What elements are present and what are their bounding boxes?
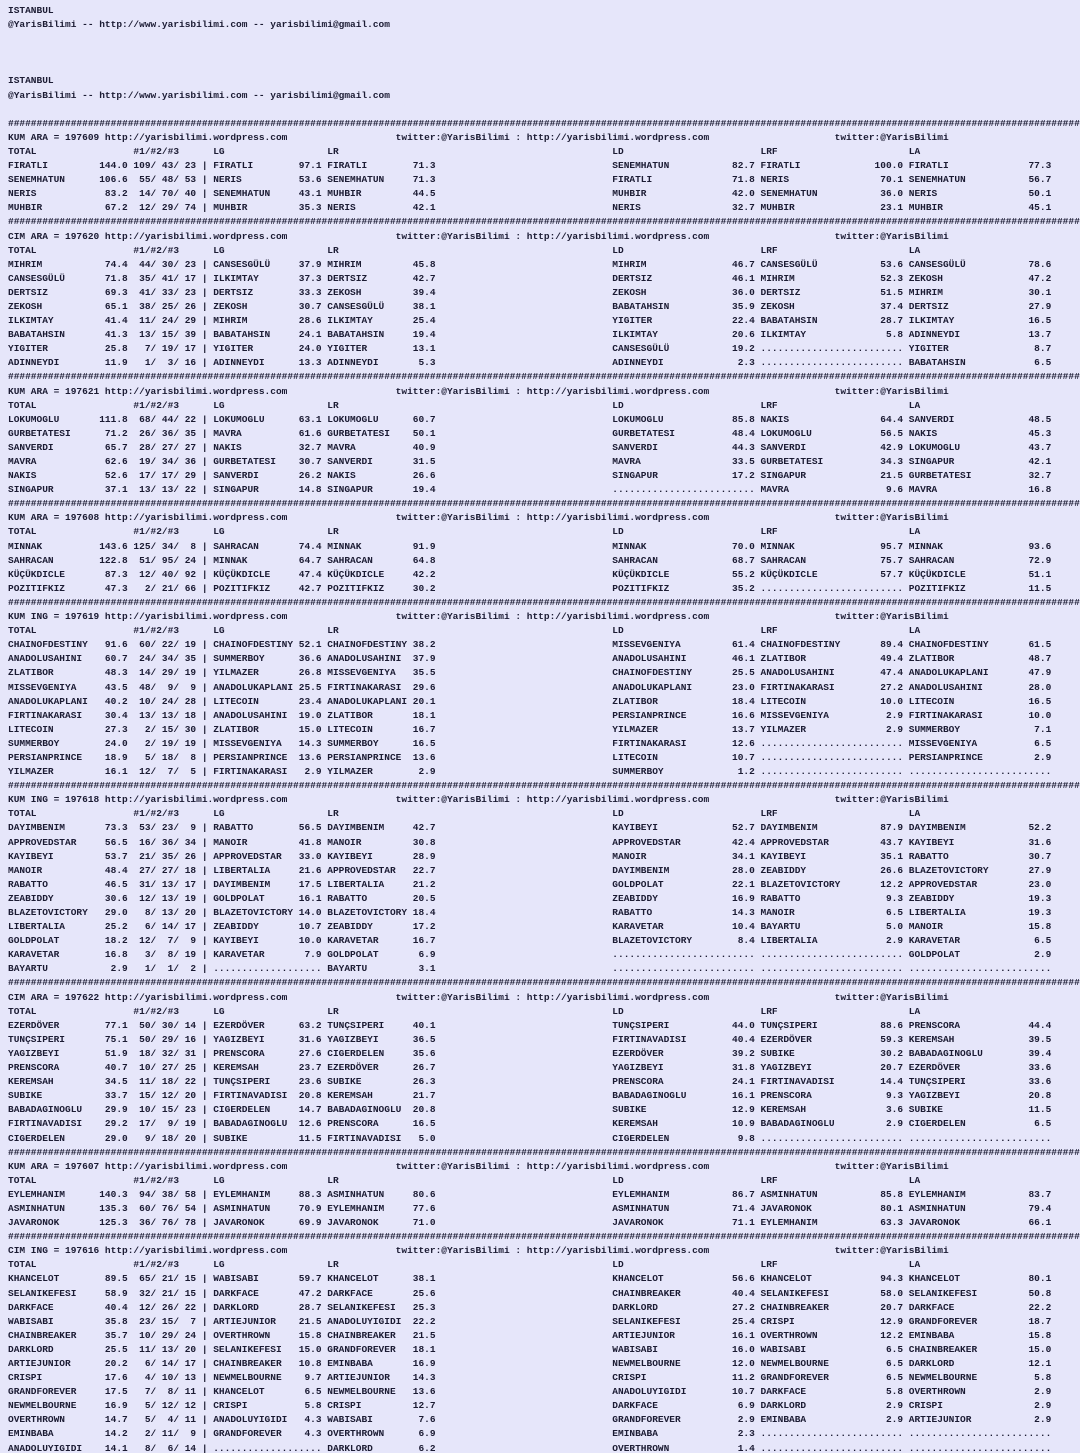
data-row: DARKLORD 25.5 11/ 13/ 20 | SELANIKEFESI 15.0 GRANDFOREVER 18.1 WABISABI 16.0 WABISABI 6.5 CHAINBREAKER 15.0 <box>8 1343 1052 1355</box>
section-header: CIM ARA = 197620 http://yarisbilimi.wordpress.com twitter:@YarisBilimi : http://yarisbilimi.wordpress.com twitter:@YarisBilimi <box>8 230 949 242</box>
data-row: ANADOLUSAHINI 60.7 24/ 34/ 35 | SUMMERBOY 36.6 ANADOLUSAHINI 37.9 ANADOLUSAHINI 46.1 ZLATIBOR 49.4 ZLATIBOR 48.7 <box>8 653 1052 665</box>
data-row: NERIS 83.2 14/ 70/ 40 | SENEMHATUN 43.1 MUHBIR 44.5 MUHBIR 42.0 SENEMHATUN 36.0 NERIS 50.1 <box>8 188 1052 200</box>
data-row: JAVARONOK 125.3 36/ 76/ 78 | JAVARONOK 69.9 JAVARONOK 71.0 JAVARONOK 71.1 EYLEMHANIM 63.3 JAVARONOK 66.1 <box>8 1217 1052 1229</box>
data-row: MAVRA 62.6 19/ 34/ 36 | GURBETATESI 30.7 SANVERDI 31.5 MAVRA 33.5 GURBETATESI 34.3 SINGAPUR 42.1 <box>8 456 1052 467</box>
data-row: ASMINHATUN 135.3 60/ 76/ 54 | ASMINHATUN 70.9 EYLEMHANIM 77.6 ASMINHATUN 71.4 JAVARONOK 80.1 ASMINHATUN 79.4 <box>8 1202 1052 1214</box>
file-header <box>8 4 1080 117</box>
data-row: SUMMERBOY 24.0 2/ 19/ 19 | MISSEVGENIYA 14.3 SUMMERBOY 16.5 FIRTINAKARASI 12.6 ......................... MISSEVGENIYA 6.5 <box>8 737 1052 749</box>
column-header-row: TOTAL #1/#2/#3 LG LR LD LRF LA <box>8 399 921 411</box>
data-row: SENEMHATUN 106.6 55/ 48/ 53 | NERIS 53.6 SENEMHATUN 71.3 FIRATLI 71.8 NERIS 70.1 SENEMHATUN 56.7 <box>8 174 1052 186</box>
data-row: EMINBABA 14.2 2/ 11/ 9 | GRANDFOREVER 4.3 OVERTHROWN 6.9 EMINBABA 2.3 ......................... ......................... <box>8 1428 1052 1440</box>
section-header: KUM ING = 197619 http://yarisbilimi.wordpress.com twitter:@YarisBilimi : http://yarisbilimi.wordpress.com twitter:@YarisBilimi <box>8 611 949 623</box>
column-header-row: TOTAL #1/#2/#3 LG LR LD LRF LA <box>8 145 921 157</box>
data-row: KARAVETAR 16.8 3/ 8/ 19 | KARAVETAR 7.9 GOLDPOLAT 6.9 ......................... ......................... GOLDPOLAT 2.9 <box>8 949 1052 961</box>
column-header-row: TOTAL #1/#2/#3 LG LR LD LRF LA <box>8 808 921 820</box>
data-row: SUBIKE 33.7 15/ 12/ 20 | FIRTINAVADISI 20.8 KEREMSAH 21.7 BABADAGINOGLU 16.1 PRENSCORA 9.3 YAGIZBEYI 20.8 <box>8 1090 1052 1102</box>
data-row: YAGIZBEYI 51.9 18/ 32/ 31 | PRENSCORA 27.6 CIGERDELEN 35.6 EZERDÖVER 39.2 SUBIKE 30.2 BABADAGINOGLU 39.4 <box>8 1047 1052 1059</box>
data-row: ANADOLUKAPLANI 40.2 10/ 24/ 28 | LITECOIN 23.4 ANADOLUKAPLANI 20.1 ZLATIBOR 18.4 LITECOIN 10.0 LITECOIN 16.5 <box>8 695 1052 707</box>
data-row: MUHBIR 67.2 12/ 29/ 74 | MUHBIR 35.3 NERIS 42.1 NERIS 32.7 MUHBIR 23.1 MUHBIR 45.1 <box>8 202 1052 214</box>
hash-separator: ############################################################################################################################################################################################ <box>8 117 1080 129</box>
blank-line <box>8 46 1080 60</box>
data-row: KAYIBEYI 53.7 21/ 35/ 26 | APPROVEDSTAR 33.0 KAYIBEYI 28.9 MANOIR 34.1 KAYIBEYI 35.1 RABATTO 30.7 <box>8 850 1052 862</box>
hash-separator: ############################################################################################################################################################################################ <box>8 371 1080 383</box>
hash-separator: ############################################################################################################################################################################################ <box>8 498 1080 510</box>
data-row: MINNAK 143.6 125/ 34/ 8 | SAHRACAN 74.4 MINNAK 91.9 MINNAK 70.0 MINNAK 95.7 MINNAK 93.6 <box>8 540 1052 552</box>
data-row: NAKIS 52.6 17/ 17/ 29 | SANVERDI 26.2 NAKIS 26.6 SINGAPUR 17.2 SINGAPUR 21.5 GURBETATESI 32.7 <box>8 470 1052 482</box>
data-row: FIRTINAKARASI 30.4 13/ 13/ 18 | ANADOLUSAHINI 19.0 ZLATIBOR 18.1 PERSIANPRINCE 16.6 MISSEVGENIYA 2.9 FIRTINAKARASI 10.0 <box>8 709 1052 721</box>
data-row: ARTIEJUNIOR 20.2 6/ 14/ 17 | CHAINBREAKER 10.8 EMINBABA 16.9 NEWMELBOURNE 12.0 NEWMELBOURNE 6.5 DARKLORD 12.1 <box>8 1358 1052 1369</box>
data-row: SAHRACAN 122.8 51/ 95/ 24 | MINNAK 64.7 SAHRACAN 64.8 SAHRACAN 68.7 SAHRACAN 75.7 SAHRACAN 72.9 <box>8 554 1052 566</box>
data-row: CIGERDELEN 29.0 9/ 18/ 20 | SUBIKE 11.5 FIRTINAVADISI 5.0 CIGERDELEN 9.8 ......................... ......................... <box>8 1132 1052 1144</box>
data-row: SELANIKEFESI 58.9 32/ 21/ 15 | DARKFACE 47.2 DARKFACE 25.6 CHAINBREAKER 40.4 SELANIKEFESI 58.0 SELANIKEFESI 50.8 <box>8 1287 1052 1299</box>
data-row: DERTSIZ 69.3 41/ 33/ 23 | DERTSIZ 33.3 ZEKOSH 39.4 ZEKOSH 36.0 DERTSIZ 51.5 MIHRIM 30.1 <box>8 286 1052 298</box>
data-row: KEREMSAH 34.5 11/ 18/ 22 | TUNÇSIPERI 23.6 SUBIKE 26.3 PRENSCORA 24.1 FIRTINAVADISI 14.4 TUNÇSIPERI 33.6 <box>8 1076 1052 1088</box>
city-line: ISTANBUL <box>8 5 54 16</box>
hash-separator: ############################################################################################################################################################################################ <box>8 780 1080 792</box>
section-header: KUM ARA = 197621 http://yarisbilimi.wordpress.com twitter:@YarisBilimi : http://yarisbilimi.wordpress.com twitter:@YarisBilimi <box>8 385 949 397</box>
data-row: FIRATLI 144.0 109/ 43/ 23 | FIRATLI 97.1 FIRATLI 71.3 SENEMHATUN 82.7 FIRATLI 100.0 FIRATLI 77.3 <box>8 160 1052 172</box>
blank-line <box>8 103 1080 117</box>
data-row: ZEABIDDY 30.6 12/ 13/ 19 | GOLDPOLAT 16.1 RABATTO 20.5 ZEABIDDY 16.9 RABATTO 9.3 ZEABIDDY 19.3 <box>8 892 1052 904</box>
data-row: TUNÇSIPERI 75.1 50/ 29/ 16 | YAGIZBEYI 31.6 YAGIZBEYI 36.5 FIRTINAVADISI 40.4 EZERDÖVER 59.3 KEREMSAH 39.5 <box>8 1033 1052 1045</box>
data-row: CANSESGÜLÜ 71.8 35/ 41/ 17 | ILKIMTAY 37.3 DERTSIZ 42.7 DERTSIZ 46.1 MIHRIM 52.3 ZEKOSH 47.2 <box>8 272 1052 284</box>
data-row: EYLEMHANIM 140.3 94/ 38/ 58 | EYLEMHANIM 88.3 ASMINHATUN 80.6 EYLEMHANIM 86.7 ASMINHATUN 85.8 EYLEMHANIM 83.7 <box>8 1188 1052 1200</box>
data-row: DAYIMBENIM 73.3 53/ 23/ 9 | RABATTO 56.5 DAYIMBENIM 42.7 KAYIBEYI 52.7 DAYIMBENIM 87.9 DAYIMBENIM 52.2 <box>8 822 1052 834</box>
column-header-row: TOTAL #1/#2/#3 LG LR LD LRF LA <box>8 1174 921 1186</box>
data-row: LIBERTALIA 25.2 6/ 14/ 17 | ZEABIDDY 10.7 ZEABIDDY 17.2 KARAVETAR 10.4 BAYARTU 5.0 MANOIR 15.8 <box>8 921 1052 933</box>
data-row: POZITIFKIZ 47.3 2/ 21/ 66 | POZITIFKIZ 42.7 POZITIFKIZ 30.2 POZITIFKIZ 35.2 ......................... POZITIFKIZ 11.5 <box>8 582 1052 594</box>
data-row: BLAZETOVICTORY 29.0 8/ 13/ 20 | BLAZETOVICTORY 14.0 BLAZETOVICTORY 18.4 RABATTO 14.3 MANOIR 6.5 LIBERTALIA 19.3 <box>8 907 1052 918</box>
section-header: KUM ARA = 197607 http://yarisbilimi.wordpress.com twitter:@YarisBilimi : http://yarisbilimi.wordpress.com twitter:@YarisBilimi <box>8 1160 949 1172</box>
data-row: APPROVEDSTAR 56.5 16/ 36/ 34 | MANOIR 41.8 MANOIR 30.8 APPROVEDSTAR 42.4 APPROVEDSTAR 43.7 KAYIBEYI 31.6 <box>8 836 1052 848</box>
data-row: LITECOIN 27.3 2/ 15/ 30 | ZLATIBOR 15.0 LITECOIN 16.7 YILMAZER 13.7 YILMAZER 2.9 SUMMERBOY 7.1 <box>8 723 1052 735</box>
data-row: RABATTO 46.5 31/ 13/ 17 | DAYIMBENIM 17.5 LIBERTALIA 21.2 GOLDPOLAT 22.1 BLAZETOVICTORY 12.2 APPROVEDSTAR 23.0 <box>8 878 1052 890</box>
data-row: PERSIANPRINCE 18.9 5/ 18/ 8 | PERSIANPRINCE 13.6 PERSIANPRINCE 13.6 LITECOIN 10.7 ......................... PERSIANPRINCE 2.9 <box>8 751 1052 763</box>
data-row: MIHRIM 74.4 44/ 30/ 23 | CANSESGÜLÜ 37.9 MIHRIM 45.8 MIHRIM 46.7 CANSESGÜLÜ 53.6 CANSESGÜLÜ 78.6 <box>8 258 1052 270</box>
data-row: KÜÇÜKDICLE 87.3 12/ 40/ 92 | KÜÇÜKDICLE 47.4 KÜÇÜKDICLE 42.2 KÜÇÜKDICLE 55.2 KÜÇÜKDICLE 57.7 KÜÇÜKDICLE 51.1 <box>8 568 1052 580</box>
data-row: PRENSCORA 40.7 10/ 27/ 25 | KEREMSAH 23.7 EZERDÖVER 26.7 YAGIZBEYI 31.8 YAGIZBEYI 20.7 EZERDÖVER 33.6 <box>8 1062 1052 1074</box>
data-row: NEWMELBOURNE 16.9 5/ 12/ 12 | CRISPI 5.8 CRISPI 12.7 DARKFACE 6.9 DARKLORD 2.9 CRISPI 2.9 <box>8 1400 1052 1412</box>
data-row: FIRTINAVADISI 29.2 17/ 9/ 19 | BABADAGINOGLU 12.6 PRENSCORA 16.5 KEREMSAH 10.9 BABADAGINOGLU 2.9 CIGERDELEN 6.5 <box>8 1118 1052 1130</box>
city-line: ISTANBUL <box>8 75 54 87</box>
data-row: BABADAGINOGLU 29.9 10/ 15/ 23 | CIGERDELEN 14.7 BABADAGINOGLU 20.8 SUBIKE 12.9 KEREMSAH 3.6 SUBIKE 11.5 <box>8 1104 1052 1116</box>
section-header: KUM ARA = 197608 http://yarisbilimi.wordpress.com twitter:@YarisBilimi : http://yarisbilimi.wordpress.com twitter:@YarisBilimi <box>8 512 949 524</box>
data-row: ILKIMTAY 41.4 11/ 24/ 29 | MIHRIM 28.6 ILKIMTAY 25.4 YIGITER 22.4 BABATAHSIN 28.7 ILKIMTAY 16.5 <box>8 315 1052 327</box>
data-row: BAYARTU 2.9 1/ 1/ 2 | ................... BAYARTU 3.1 ......................... ......................... ......................... <box>8 963 1052 975</box>
hash-separator: ############################################################################################################################################################################################ <box>8 1146 1080 1158</box>
column-header-row: TOTAL #1/#2/#3 LG LR LD LRF LA <box>8 244 921 256</box>
data-row: KHANCELOT 89.5 65/ 21/ 15 | WABISABI 59.7 KHANCELOT 38.1 KHANCELOT 56.6 KHANCELOT 94.3 KHANCELOT 80.1 <box>8 1273 1052 1285</box>
column-header-row: TOTAL #1/#2/#3 LG LR LD LRF LA <box>8 1259 921 1271</box>
data-row: ZLATIBOR 48.3 14/ 29/ 19 | YILMAZER 26.8 MISSEVGENIYA 35.5 CHAINOFDESTINY 25.5 ANADOLUSAHINI 47.4 ANADOLUKAPLANI 47.9 <box>8 667 1052 679</box>
hash-separator: ############################################################################################################################################################################################ <box>8 216 1080 228</box>
hash-separator: ############################################################################################################################################################################################ <box>8 1231 1080 1243</box>
byline: @YarisBilimi -- http://www.yarisbilimi.com -- yarisbilimi@gmail.com <box>8 89 390 101</box>
byline: @YarisBilimi -- http://www.yarisbilimi.com -- yarisbilimi@gmail.com <box>8 19 390 31</box>
column-header-row: TOTAL #1/#2/#3 LG LR LD LRF LA <box>8 625 921 637</box>
data-row: OVERTHROWN 14.7 5/ 4/ 11 | ANADOLUYIGIDI 4.3 WABISABI 7.6 GRANDFOREVER 2.9 EMINBABA 2.9 ARTIEJUNIOR 2.9 <box>8 1414 1052 1426</box>
data-row: CHAINBREAKER 35.7 10/ 29/ 24 | OVERTHROWN 15.8 CHAINBREAKER 21.5 ARTIEJUNIOR 16.1 OVERTHROWN 12.2 EMINBABA 15.8 <box>8 1329 1052 1341</box>
data-row: YIGITER 25.8 7/ 19/ 17 | YIGITER 24.0 YIGITER 13.1 CANSESGÜLÜ 19.2 ......................... YIGITER 8.7 <box>8 343 1052 355</box>
data-row: CRISPI 17.6 4/ 10/ 13 | NEWMELBOURNE 9.7 ARTIEJUNIOR 14.3 CRISPI 11.2 GRANDFOREVER 6.5 NEWMELBOURNE 5.8 <box>8 1372 1052 1384</box>
section-header: KUM ING = 197618 http://yarisbilimi.wordpress.com twitter:@YarisBilimi : http://yarisbilimi.wordpress.com twitter:@YarisBilimi <box>8 794 949 806</box>
data-row: MISSEVGENIYA 43.5 48/ 9/ 9 | ANADOLUKAPLANI 25.5 FIRTINAKARASI 29.6 ANADOLUKAPLANI 23.0 FIRTINAKARASI 27.2 ANADOLUSAHINI 28.0 <box>8 681 1052 693</box>
data-row: YILMAZER 16.1 12/ 7/ 5 | FIRTINAKARASI 2.9 YILMAZER 2.9 SUMMERBOY 1.2 ......................... ......................... <box>8 766 1052 778</box>
data-row: CHAINOFDESTINY 91.6 60/ 22/ 19 | CHAINOFDESTINY 52.1 CHAINOFDESTINY 38.2 MISSEVGENIYA 61.4 CHAINOFDESTINY 89.4 CHAINOFDESTINY 61.5 <box>8 639 1052 651</box>
data-row: GOLDPOLAT 18.2 12/ 7/ 9 | KAYIBEYI 10.0 KARAVETAR 16.7 BLAZETOVICTORY 8.4 LIBERTALIA 2.9 KARAVETAR 6.5 <box>8 935 1052 947</box>
column-header-row: TOTAL #1/#2/#3 LG LR LD LRF LA <box>8 1005 921 1017</box>
data-row: BABATAHSIN 41.3 13/ 15/ 39 | BABATAHSIN 24.1 BABATAHSIN 19.4 ILKIMTAY 20.6 ILKIMTAY 5.8 ADINNEYDI 13.7 <box>8 329 1052 341</box>
report-sections <box>8 117 1080 1453</box>
data-row: ANADOLUYIGIDI 14.1 8/ 6/ 14 | ................... DARKLORD 6.2 OVERTHROWN 1.4 ......................... ......................... <box>8 1442 1052 1453</box>
hash-separator: ############################################################################################################################################################################################ <box>8 596 1080 608</box>
data-row: WABISABI 35.8 23/ 15/ 7 | ARTIEJUNIOR 21.5 ANADOLUYIGIDI 22.2 SELANIKEFESI 25.4 CRISPI 12.9 GRANDFOREVER 18.7 <box>8 1315 1052 1327</box>
data-row: SANVERDI 65.7 28/ 27/ 27 | NAKIS 32.7 MAVRA 40.9 SANVERDI 44.3 SANVERDI 42.9 LOKUMOGLU 43.7 <box>8 441 1052 453</box>
section-header: CIM ING = 197616 http://yarisbilimi.wordpress.com twitter:@YarisBilimi : http://yarisbilimi.wordpress.com twitter:@YarisBilimi <box>8 1245 949 1257</box>
blank-line <box>8 32 1080 46</box>
section-header: CIM ARA = 197622 http://yarisbilimi.wordpress.com twitter:@YarisBilimi : http://yarisbilimi.wordpress.com twitter:@YarisBilimi <box>8 991 949 1003</box>
data-row: GURBETATESI 71.2 26/ 36/ 35 | MAVRA 61.6 GURBETATESI 50.1 GURBETATESI 48.4 LOKUMOGLU 56.5 NAKIS 45.3 <box>8 427 1052 439</box>
data-row: SINGAPUR 37.1 13/ 13/ 22 | SINGAPUR 14.8 SINGAPUR 19.4 ......................... MAVRA 9.6 MAVRA 16.8 <box>8 484 1052 496</box>
section-header: KUM ARA = 197609 http://yarisbilimi.wordpress.com twitter:@YarisBilimi : http://yarisbilimi.wordpress.com twitter:@YarisBilimi <box>8 131 949 143</box>
column-header-row: TOTAL #1/#2/#3 LG LR LD LRF LA <box>8 526 921 538</box>
blank-line <box>8 60 1080 74</box>
hash-separator: ############################################################################################################################################################################################ <box>8 977 1080 989</box>
data-row: LOKUMOGLU 111.8 68/ 44/ 22 | LOKUMOGLU 63.1 LOKUMOGLU 60.7 LOKUMOGLU 85.8 NAKIS 64.4 SANVERDI 48.5 <box>8 413 1052 425</box>
data-row: DARKFACE 40.4 12/ 26/ 22 | DARKLORD 28.7 SELANIKEFESI 25.3 DARKLORD 27.2 CHAINBREAKER 20.7 DARKFACE 22.2 <box>8 1301 1052 1313</box>
data-row: ZEKOSH 65.1 38/ 25/ 26 | ZEKOSH 30.7 CANSESGÜLÜ 38.1 BABATAHSIN 35.9 ZEKOSH 37.4 DERTSIZ 27.9 <box>8 300 1052 312</box>
data-row: ADINNEYDI 11.9 1/ 3/ 16 | ADINNEYDI 13.3 ADINNEYDI 5.3 ADINNEYDI 2.3 ......................... BABATAHSIN 6.5 <box>8 357 1052 369</box>
data-row: GRANDFOREVER 17.5 7/ 8/ 11 | KHANCELOT 6.5 NEWMELBOURNE 13.6 ANADOLUYIGIDI 10.7 DARKFACE 5.8 OVERTHROWN 2.9 <box>8 1386 1052 1398</box>
data-row: MANOIR 48.4 27/ 27/ 18 | LIBERTALIA 21.6 APPROVEDSTAR 22.7 DAYIMBENIM 28.0 ZEABIDDY 26.6 BLAZETOVICTORY 27.9 <box>8 864 1052 876</box>
data-row: EZERDÖVER 77.1 50/ 30/ 14 | EZERDÖVER 63.2 TUNÇSIPERI 40.1 TUNÇSIPERI 44.0 TUNÇSIPERI 88.6 PRENSCORA 44.4 <box>8 1019 1052 1031</box>
